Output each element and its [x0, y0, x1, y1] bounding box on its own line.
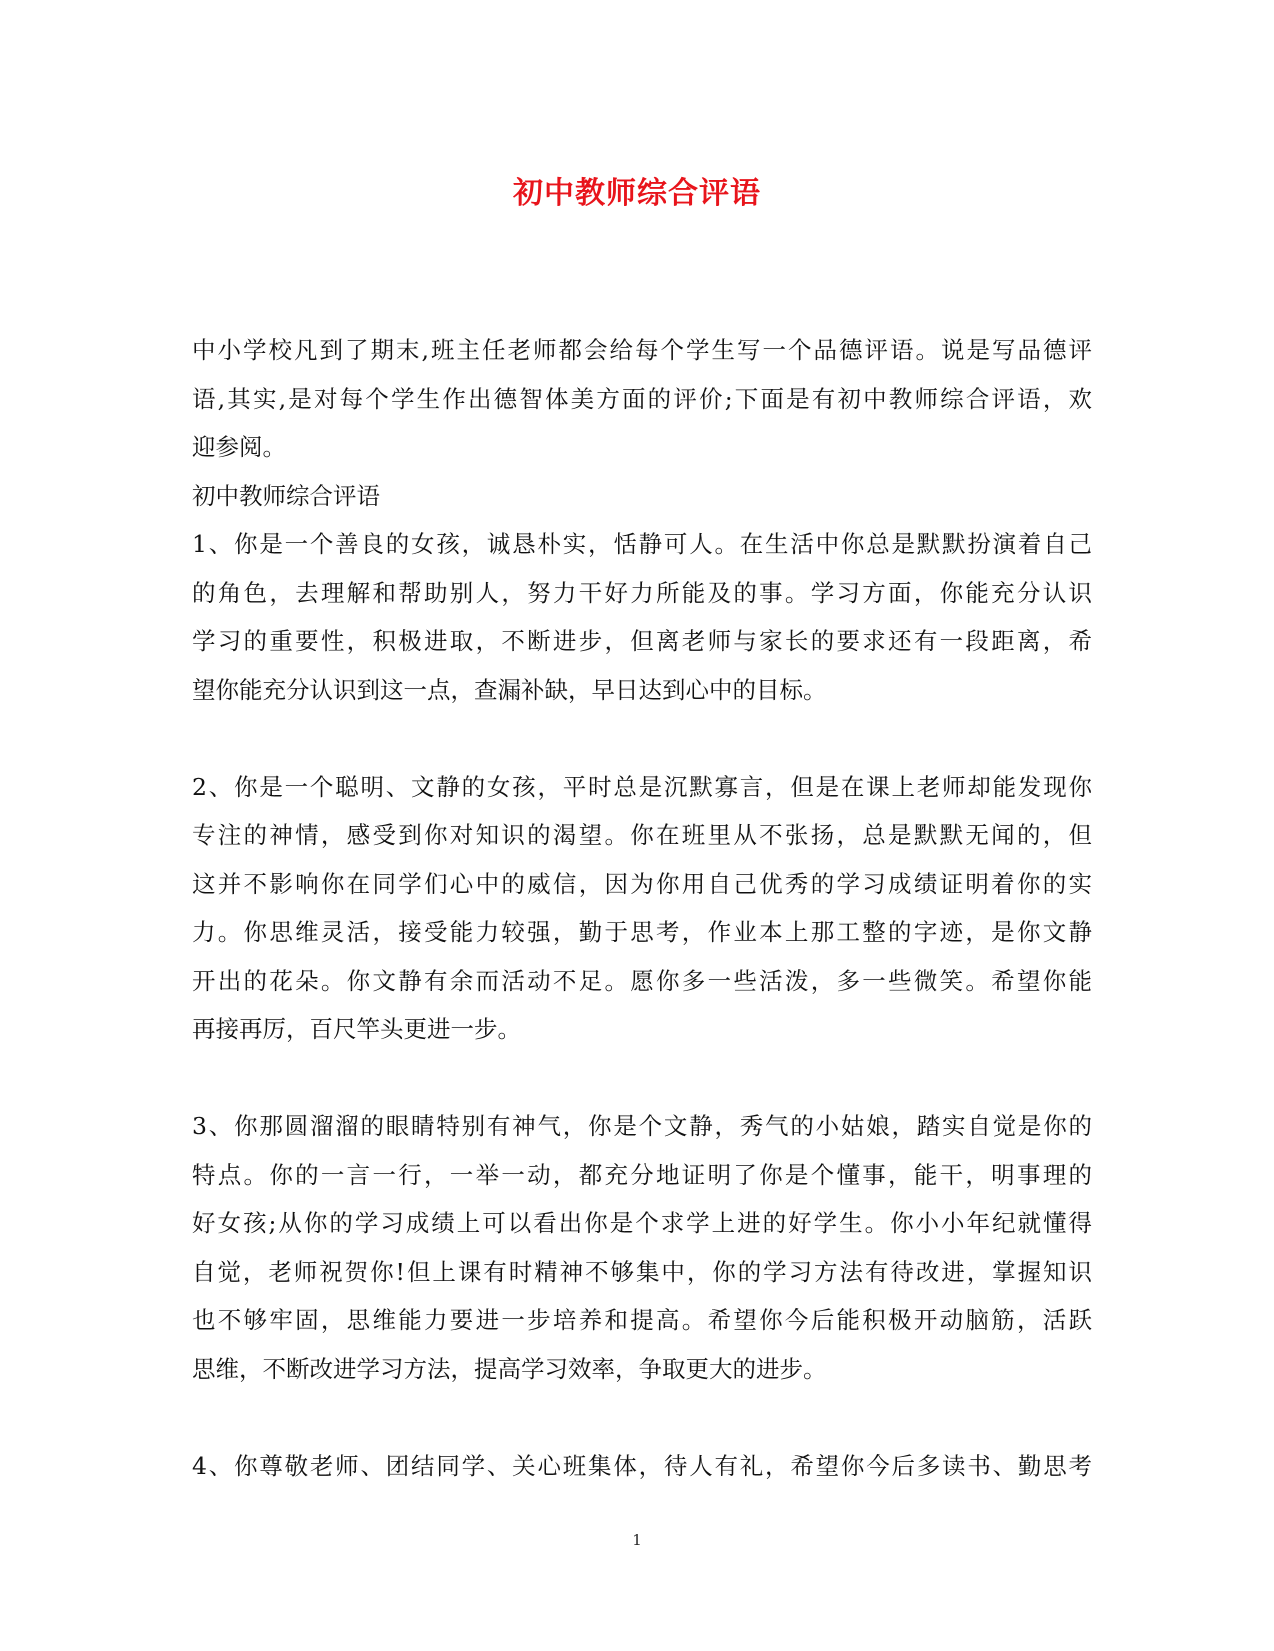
intro-paragraph [192, 326, 1092, 472]
comment-paragraph-1 [192, 520, 1092, 714]
text-line: 开出的花朵。你文静有余而活动不足。愿你多一些活泼，多一些微笑。希望你能 [192, 966, 1092, 995]
comment-paragraph-4 [192, 1442, 1092, 1491]
text-line: 2、你是一个聪明、文静的女孩，平时总是沉默寡言，但是在课上老师却能发现你 [192, 772, 1092, 801]
text-line: 3、你那圆溜溜的眼睛特别有神气，你是个文静，秀气的小姑娘，踏实自觉是你的 [192, 1112, 1092, 1140]
text-line: 的角色，去理解和帮助别人，努力干好力所能及的事。学习方面，你能充分认识 [192, 578, 1092, 607]
text-line: 这并不影响你在同学们心中的威信，因为你用自己优秀的学习成绩证明着你的实 [192, 869, 1092, 898]
text-line: 中小学校凡到了期末,班主任老师都会给每个学生写一个品德评语。说是写品德评 [192, 336, 1092, 364]
text-line: 也不够牢固，思维能力要进一步培养和提高。希望你今后能积极开动脑筋，活跃 [192, 1306, 1092, 1334]
comment-paragraph-3 [192, 1102, 1092, 1393]
text-line: 特点。你的一言一行，一举一动，都充分地证明了你是个懂事，能干，明事理的 [192, 1160, 1092, 1189]
page-number: 1 [632, 1531, 642, 1549]
text-line: 1、你是一个善良的女孩，诚恳朴实，恬静可人。在生活中你总是默默扮演着自己 [192, 530, 1092, 558]
text-line: 语,其实,是对每个学生作出德智体美方面的评价;下面是有初中教师综合评语，欢 [192, 384, 1092, 413]
subheading: 初中教师综合评语 [192, 481, 380, 510]
text-line: 学习的重要性，积极进取，不断进步，但离老师与家长的要求还有一段距离，希 [192, 627, 1092, 655]
text-line: 好女孩;从你的学习成绩上可以看出你是个求学上进的好学生。你小小年纪就懂得 [192, 1209, 1092, 1237]
text-line: 力。你思维灵活，接受能力较强，勤于思考，作业本上那工整的字迹，是你文静 [192, 918, 1092, 946]
text-line: 4、你尊敬老师、团结同学、关心班集体，待人有礼，希望你今后多读书、勤思考 [192, 1451, 1092, 1480]
document-title: 初中教师综合评语 [513, 176, 761, 211]
document-body [192, 326, 1092, 1490]
text-line: 专注的神情，感受到你对知识的渴望。你在班里从不张扬，总是默默无闻的，但 [192, 821, 1092, 849]
subheading-paragraph [192, 472, 1092, 521]
text-line: 自觉，老师祝贺你!但上课有时精神不够集中，你的学习方法有待改进，掌握知识 [192, 1257, 1092, 1286]
comment-paragraph-2 [192, 763, 1092, 1054]
text-line: 望你能充分认识到这一点，查漏补缺，早日达到心中的目标。 [192, 675, 827, 704]
text-line: 迎参阅。 [192, 433, 286, 461]
text-line: 思维，不断改进学习方法，提高学习效率，争取更大的进步。 [192, 1354, 827, 1383]
text-line: 再接再厉，百尺竿头更进一步。 [192, 1015, 521, 1043]
